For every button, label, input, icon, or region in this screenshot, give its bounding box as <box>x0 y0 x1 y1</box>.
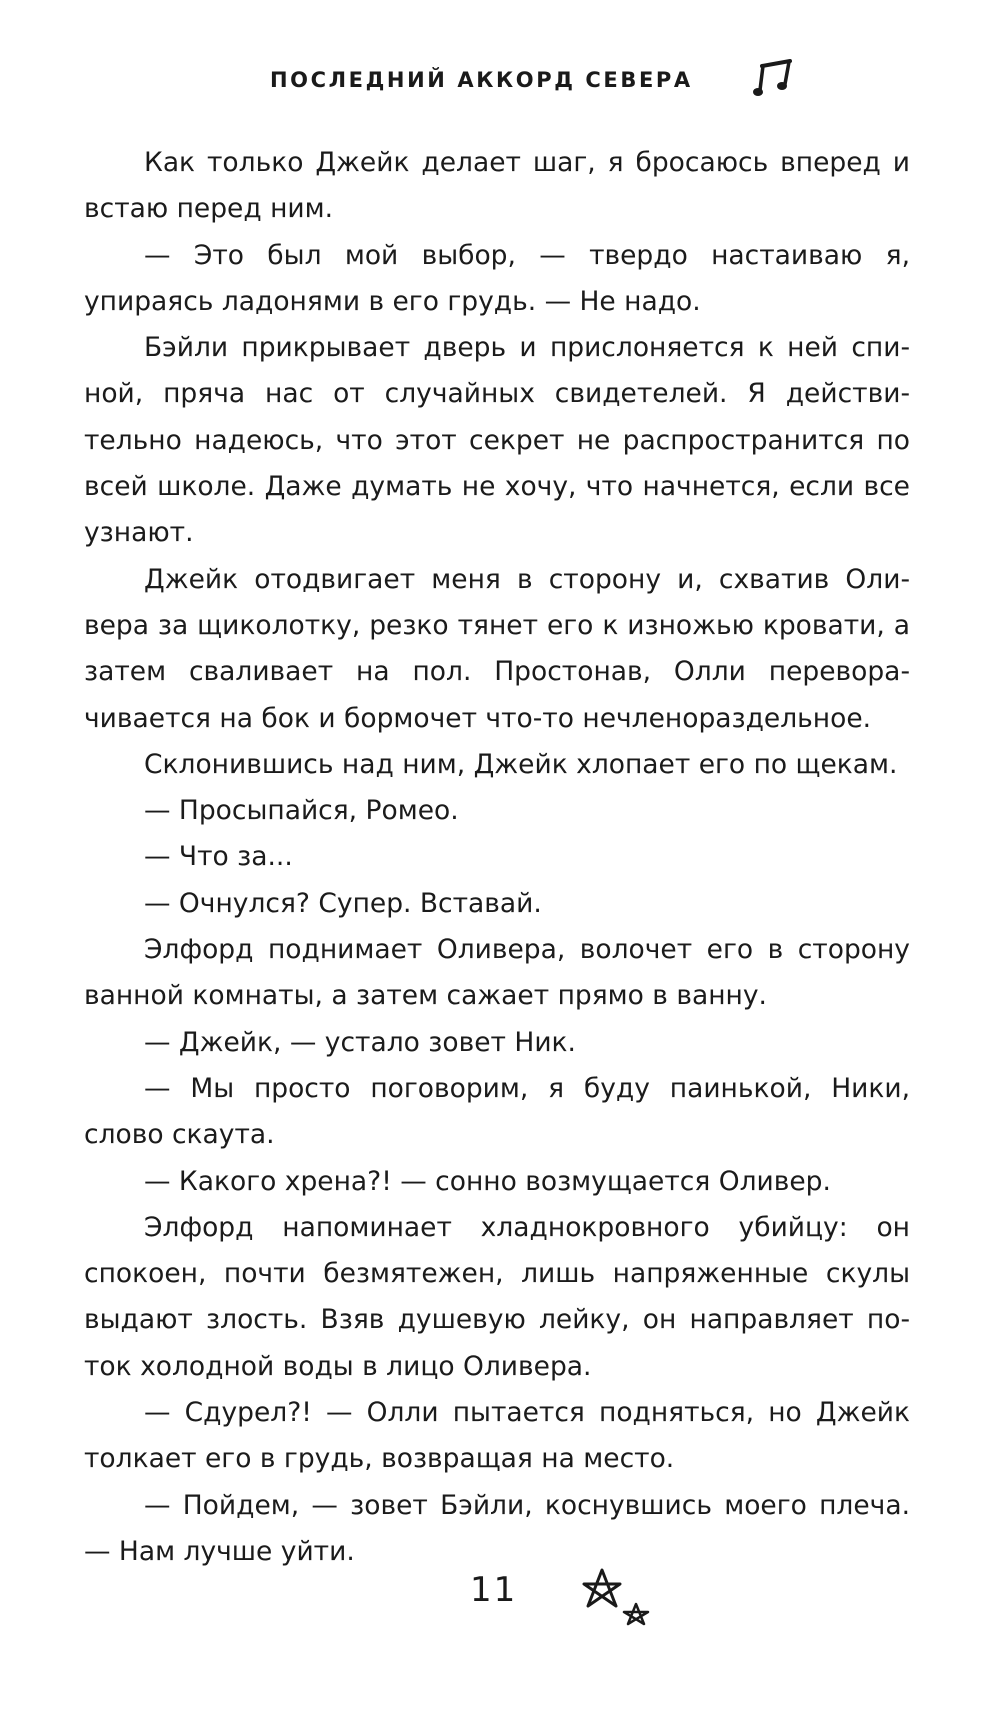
paragraph: Элфорд напоминает хладнокровного убийцу: он спокоен, почти безмятежен, лишь напряженные скулы выдают злость. Взяв душевую лейку, он направляет поток холодной воды в лицо Оливера. <box>84 1211 910 1382</box>
paragraph: Элфорд поднимает Оливера, волочет его в сторону ванной комнаты, а затем сажает прямо в ванну. <box>84 934 910 1012</box>
paragraph: — Просыпайся, Ромео. <box>144 795 459 827</box>
paragraph: — Мы просто поговорим, я буду паинькой, Ники, слово скаута. <box>84 1072 910 1151</box>
paragraph: Джейк отодвигает меня в сторону и, схватив Оливера за щиколотку, резко тянет его к изножью кровати, а затем сваливает на пол. Простонав, Олли переворачивается на бок и бормочет что-то нечленораздельное. <box>84 563 910 734</box>
paragraph: Бэйли прикрывает дверь и прислоняется к ней спиной, пряча нас от случайных свидетелей. Я действительно надеюсь, что этот секрет не распространится по всей школе. Даже думать не хочу, что начнется, если все узнают. <box>84 332 910 549</box>
paragraph: — Сдурел?! — Олли пытается подняться, но Джейк толкает его в грудь, возвращая на место. <box>84 1397 910 1475</box>
page-number: 11 <box>470 1570 518 1610</box>
paragraph: — Какого хрена?! — сонно возмущается Оливер. <box>144 1165 831 1197</box>
paragraph: Склонившись над ним, Джейк хлопает его по щекам. <box>144 748 898 780</box>
hand-drawn-stars-icon <box>580 1566 660 1626</box>
body-text <box>84 140 910 1575</box>
paragraph: — Что за... <box>144 841 293 873</box>
paragraph: — Джейк, — устало зовет Ник. <box>144 1026 576 1058</box>
paragraph: — Пойдем, — зовет Бэйли, коснувшись моего плеча. — Нам лучше уйти. <box>84 1489 910 1567</box>
paragraph: Как только Джейк делает шаг, я бросаюсь вперед и встаю перед ним. <box>84 147 910 225</box>
running-title: ПОСЛЕДНИЙ АККОРД СЕВЕРА <box>270 68 693 92</box>
paragraph: — Это был мой выбор, — твердо настаиваю я, упираясь ладонями в его грудь. — Не надо. <box>84 239 910 317</box>
music-note-icon <box>752 56 796 102</box>
paragraph: — Очнулся? Супер. Вставай. <box>144 887 542 919</box>
